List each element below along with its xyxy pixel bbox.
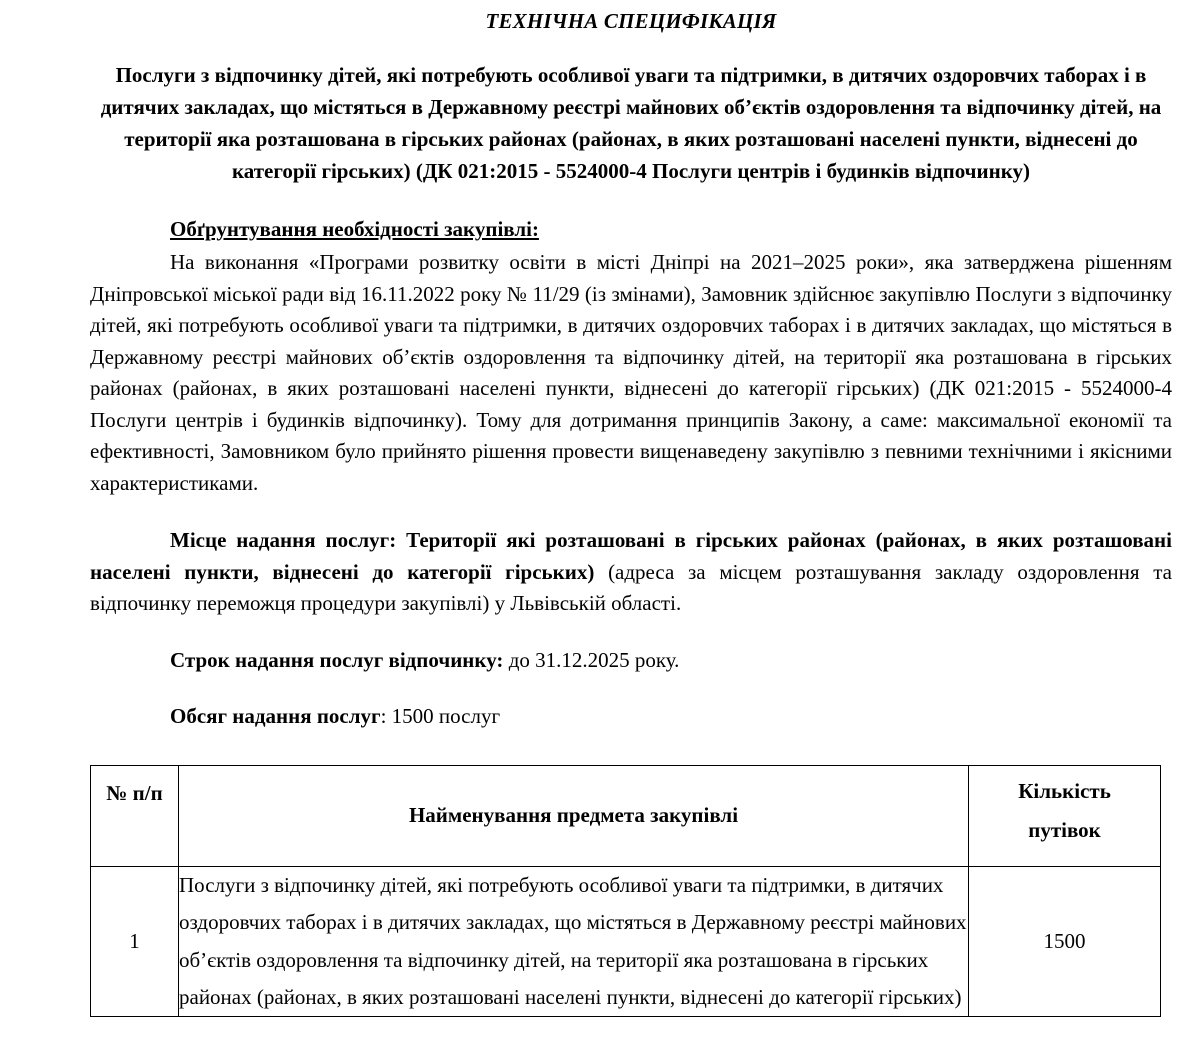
cell-count: 1500 — [969, 866, 1161, 1017]
term-of-service-paragraph — [170, 645, 1172, 677]
column-header-index: № п/п — [91, 765, 179, 866]
term-of-service-label: Строк надання послуг відпочинку: — [170, 647, 504, 672]
table-row — [91, 866, 1161, 1017]
cell-index: 1 — [91, 866, 179, 1017]
place-of-service-bold: Місце надання послуг: Території які розташовані в гірських районах (районах, в яких розташовані населені пункти, віднесені до категорії гірських) — [90, 528, 1172, 584]
page-title: ТЕХНІЧНА СПЕЦИФІКАЦІЯ — [485, 9, 777, 33]
term-of-service-value: до 31.12.2025 року. — [503, 647, 680, 672]
volume-of-service-label: Обсяг надання послуг — [170, 704, 381, 729]
table-header — [91, 765, 1161, 866]
justification-section — [90, 188, 1172, 500]
place-of-service-paragraph — [90, 525, 1172, 620]
procurement-subject-heading: Послуги з відпочинку дітей, які потребують особливої уваги та підтримки, в дитячих оздоровчих таборах і в дитячих закладах, що містяться в Державному реєстрі майнових об’єктів оздоровлення та відпочинку дітей, на території яка розташована в гірських районах (районах, в яких розташовані населені пункти, віднесені до категорії гірських) (ДК 021:2015 - 5524000-4 Послуги центрів і будинків відпочинку) — [100, 63, 1162, 183]
justification-label: Обґрунтування необхідності закупівлі: — [170, 216, 539, 241]
procurement-table — [90, 765, 1161, 1018]
table-header-row — [91, 765, 1161, 866]
document-content — [90, 0, 1172, 1017]
place-of-service-regular: (адреса за місцем розташування закладу оздоровлення та відпочинку переможця процедури закупівлі) у Львівській області. — [90, 559, 1172, 616]
column-header-count-line1: Кількість — [1018, 778, 1111, 803]
volume-of-service-value: : 1500 послуг — [380, 704, 501, 729]
justification-text: На виконання «Програми розвитку освіти в місті Дніпрі на 2021–2025 роки», яка затверджена рішенням Дніпровської міської ради від 16.11.2022 року № 11/29 (із змінами), Замовник здійснює закупівлю Послуги з відпочинку дітей, які потребують особливої уваги та підтримки, в дитячих оздоровчих таборах і в дитячих закладах, що містяться в Державному реєстрі майнових об’єктів оздоровлення та відпочинку дітей, на території яка розташована в гірських районах (районах, в яких розташовані населені пункти, віднесені до категорії гірських) (ДК 021:2015 - 5524000-4 Послуги центрів і будинків відпочинку). Тому для дотримання принципів Закону, а саме: максимальної економії та ефективності, Замовником було прийнято рішення провести вищенаведену закупівлю з певними технічними і якісними характеристиками. — [90, 250, 1172, 495]
column-header-count — [969, 765, 1161, 866]
column-header-count-line2: путівок — [1028, 817, 1101, 842]
cell-procurement-name: Послуги з відпочинку дітей, які потребують особливої уваги та підтримки, в дитячих оздоровчих таборах і в дитячих закладах, що містяться в Державному реєстрі майнових об’єктів оздоровлення та відпочинку дітей, на території яка розташована в гірських районах (районах, в яких розташовані населені пункти, віднесені до категорії гірських) — [179, 866, 969, 1017]
column-header-name: Найменування предмета закупівлі — [179, 765, 969, 866]
volume-of-service-paragraph — [170, 701, 1172, 733]
table-body — [91, 866, 1161, 1017]
